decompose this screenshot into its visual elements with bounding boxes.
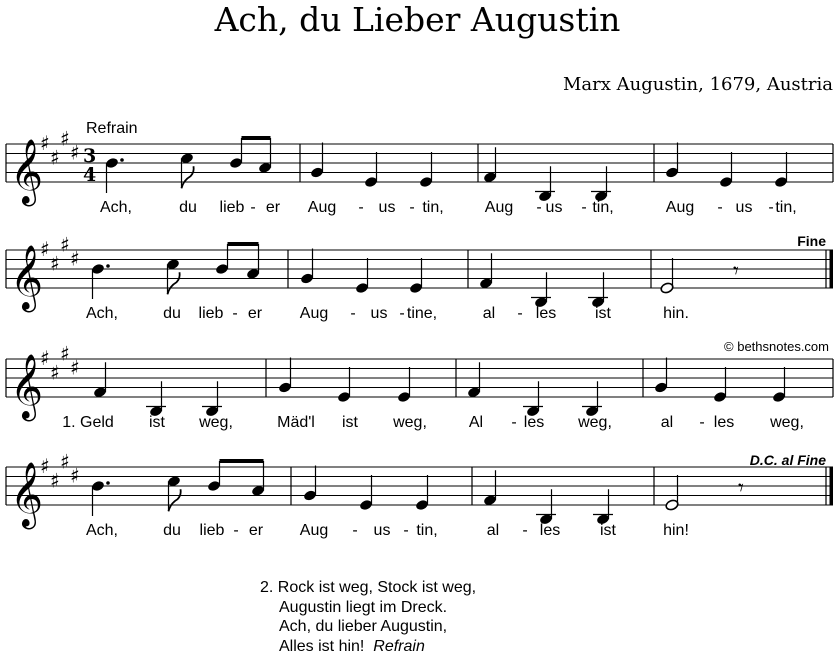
lyric-syllable: Aug: [299, 305, 329, 322]
lyric-syllable: us: [735, 199, 753, 216]
lyric-syllable: les: [713, 414, 735, 431]
refrain-marking: Refrain: [86, 120, 138, 137]
lyric-syllable: ist: [149, 414, 165, 431]
lyric-syllable: weg,: [770, 414, 804, 431]
sharp-icon: ♯: [60, 232, 70, 257]
staff-system: [6, 232, 833, 322]
time-signature-top: 3: [83, 145, 97, 167]
lyric-syllable: tin,: [416, 522, 438, 539]
augmentation-dot: [106, 264, 110, 268]
lyric-syllable: us: [373, 522, 391, 539]
eighth-rest-icon: 𝄾: [733, 259, 739, 284]
sharp-icon: ♯: [40, 346, 50, 370]
time-signature-bottom: 4: [83, 164, 97, 186]
sharp-icon: ♯: [70, 140, 80, 165]
lyric-syllable: weg,: [578, 414, 612, 431]
lyric-syllable: al: [660, 414, 674, 431]
lyric-syllable: lieb: [199, 522, 225, 539]
lyric-syllable: Mäd'l: [277, 414, 315, 431]
augmentation-dot: [106, 481, 110, 485]
lyric-syllable: -: [511, 414, 517, 431]
lyric-syllable: us: [545, 199, 563, 216]
verse-line: Augustin liegt im Dreck.: [279, 598, 448, 616]
composer-credit: Marx Augustin, 1679, Austria: [562, 74, 833, 95]
lyric-syllable: er: [248, 522, 264, 539]
lyric-syllable: les: [523, 414, 545, 431]
lyric-syllable: -: [232, 305, 238, 322]
lyric-syllable: -: [717, 199, 723, 216]
sharp-icon: ♯: [40, 237, 50, 261]
verse-line: Ach, du lieber Augustin,: [279, 618, 448, 635]
sharp-icon: ♯: [70, 463, 80, 488]
dc-al-fine-marking: D.C. al Fine: [749, 452, 826, 468]
lyric-syllable: les: [539, 522, 561, 539]
sharp-icon: ♯: [40, 131, 50, 155]
lyric-syllable: us: [370, 305, 388, 322]
treble-clef-icon: 𝄞: [10, 139, 44, 204]
treble-clef-icon: 𝄞: [10, 245, 44, 310]
lyric-syllable: Aug: [665, 199, 695, 216]
lyric-syllable: -: [403, 522, 409, 539]
final-barline: [830, 250, 834, 288]
lyric-syllable: lieb: [198, 305, 224, 322]
staff-system: [6, 341, 833, 431]
sharp-icon: ♯: [50, 468, 60, 493]
lyric-syllable: -: [768, 199, 774, 216]
sharp-icon: ♯: [40, 454, 50, 478]
lyric-syllable: tin,: [775, 199, 797, 216]
lyric-syllable: Al: [468, 414, 484, 431]
verse-2: [260, 578, 476, 656]
lyric-syllable: -: [250, 199, 256, 216]
lyric-syllable: 1. Geld: [62, 414, 114, 431]
note-flag: [169, 489, 181, 511]
lyric-syllable: -: [522, 522, 528, 539]
lyric-syllable: du: [163, 522, 181, 539]
final-barline: [830, 467, 834, 505]
lyric-syllable: Aug: [299, 522, 329, 539]
sharp-icon: ♯: [60, 449, 70, 474]
note-flag: [168, 272, 180, 294]
treble-clef-icon: 𝄞: [10, 462, 44, 527]
lyric-syllable: Aug: [307, 199, 337, 216]
lyric-syllable: er: [247, 305, 263, 322]
lyric-syllable: Ach,: [99, 199, 133, 216]
verse-line: Alles ist hin!: [279, 637, 365, 655]
lyric-syllable: -: [517, 305, 523, 322]
lyric-syllable: -: [352, 522, 358, 539]
lyric-syllable: ist: [595, 305, 611, 322]
lyric-syllable: Aug: [484, 199, 514, 216]
lyric-syllable: er: [265, 199, 281, 216]
lyric-syllable: Ach,: [85, 522, 119, 539]
song-title: Ach, du Lieber Augustin: [214, 0, 621, 39]
refrain-reference: Refrain: [373, 637, 425, 655]
sharp-icon: ♯: [70, 246, 80, 271]
lyric-syllable: us: [378, 199, 396, 216]
lyric-syllable: weg,: [199, 414, 233, 431]
augmentation-dot: [120, 158, 124, 162]
staff-system: [6, 449, 833, 539]
sharp-icon: ♯: [60, 126, 70, 151]
lyric-syllable: hin.: [663, 305, 689, 322]
lyric-syllable: du: [163, 305, 181, 322]
note-flag: [182, 166, 194, 188]
lyric-syllable: lieb: [219, 199, 245, 216]
copyright-notice: © bethsnotes.com: [724, 339, 829, 354]
lyric-syllable: -: [399, 305, 405, 322]
lyric-syllable: -: [536, 199, 542, 216]
lyric-syllable: tin,: [422, 199, 444, 216]
lyric-syllable: hin!: [663, 522, 689, 539]
lyric-syllable: ist: [342, 414, 358, 431]
fine-marking: Fine: [797, 233, 826, 249]
lyric-syllable: al: [482, 305, 496, 322]
lyric-syllable: tine,: [406, 305, 438, 322]
lyric-syllable: -: [581, 199, 587, 216]
lyric-syllable: al: [486, 522, 500, 539]
lyric-syllable: -: [233, 522, 239, 539]
verse-line: 2. Rock ist weg, Stock ist weg,: [260, 579, 477, 596]
sharp-icon: ♯: [50, 360, 60, 385]
lyric-syllable: weg,: [393, 414, 427, 431]
sharp-icon: ♯: [50, 251, 60, 276]
lyric-syllable: ist: [600, 522, 616, 539]
lyric-syllable: tin,: [592, 199, 614, 216]
sharp-icon: ♯: [50, 145, 60, 170]
lyric-syllable: les: [535, 305, 557, 322]
sharp-icon: ♯: [60, 341, 70, 366]
lyric-syllable: Ach,: [85, 305, 119, 322]
eighth-rest-icon: 𝄾: [738, 476, 744, 501]
lyric-syllable: -: [409, 199, 415, 216]
lyric-syllable: -: [699, 414, 705, 431]
lyric-syllable: -: [358, 199, 364, 216]
sharp-icon: ♯: [70, 355, 80, 380]
lyric-syllable: du: [179, 199, 197, 216]
treble-clef-icon: 𝄞: [10, 354, 44, 419]
staff-system: [6, 126, 833, 216]
lyric-syllable: -: [350, 305, 356, 322]
